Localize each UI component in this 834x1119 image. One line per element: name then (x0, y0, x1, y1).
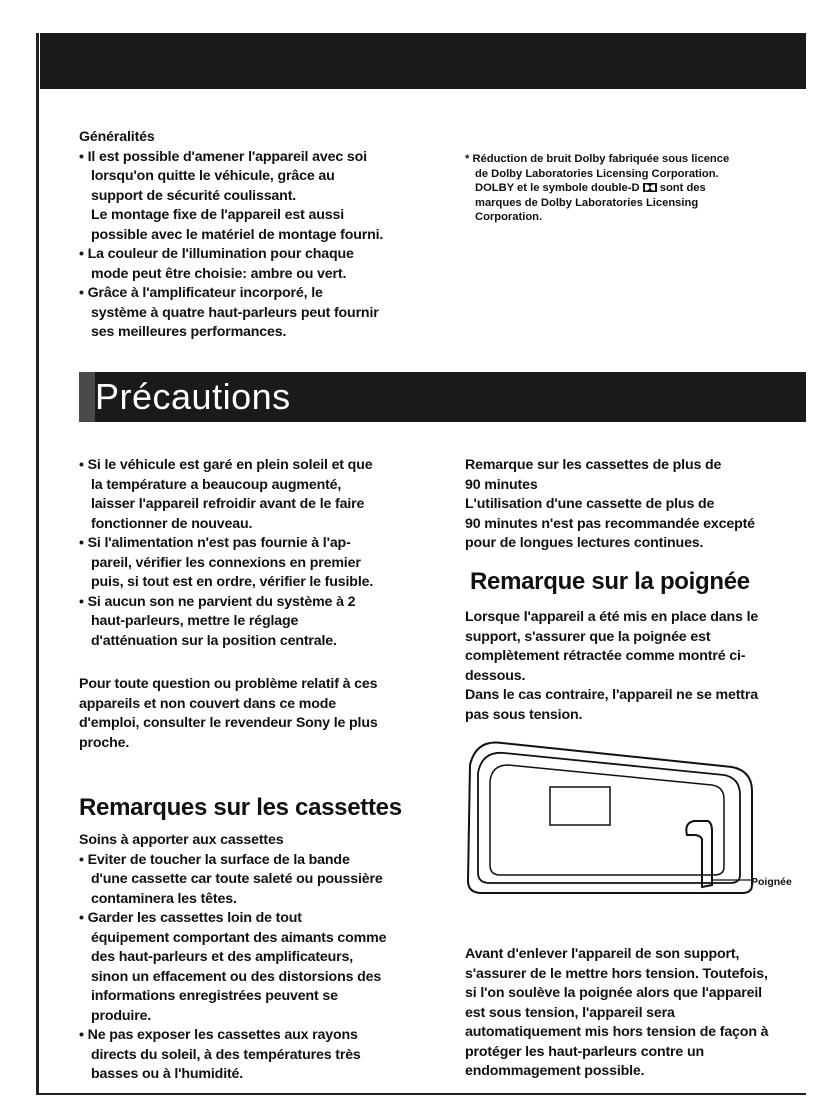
poignee-text: comme montré ci- (625, 648, 746, 664)
poignee-line: Dans le cas contraire, l'appareil ne se mettra (465, 687, 758, 703)
generalites-line: ses meilleures performances. (91, 324, 287, 340)
removal-line: Avant d'enlever l'appareil de son support, (465, 946, 740, 962)
cassette-90-title-2: 90 minutes (465, 476, 538, 493)
cassette-line: directs du soleil, à des températures très (91, 1046, 361, 1063)
removal-line: s'assurer de le mettre hors tension. Toutefois, (465, 965, 768, 982)
generalites-section (79, 128, 439, 343)
bottom-rule (36, 1093, 806, 1095)
left-margin-rule (36, 33, 39, 1093)
cassette-bullet-2: • Garder les cassettes loin de tout (79, 910, 302, 926)
dolby-double-d-icon (643, 183, 657, 192)
contact-line: d'emploi, consulter le revendeur Sony le plus (79, 715, 378, 731)
removal-line: est sous tension, l'appareil sera (465, 1004, 675, 1021)
generalites-bullet-2: • La couleur de l'illumination pour chaque (79, 246, 354, 262)
generalites-line: possible avec le matériel de montage fourni. (91, 226, 384, 243)
poignee-removal-paragraph (465, 945, 810, 1082)
cassette-line: informations enregistrées peuvent se (91, 988, 338, 1004)
cassettes-heading: Remarques sur les cassettes (79, 794, 402, 821)
cassette-bullet-3: • Ne pas exposer les cassettes aux rayons (79, 1027, 358, 1043)
poignee-line: Lorsque l'appareil a été mis en place dans le (465, 609, 759, 625)
generalites-line: lorsqu'on quitte le véhicule, grâce au (91, 168, 335, 184)
generalites-line: Le montage fixe de l'appareil est aussi (91, 207, 344, 223)
precaution-line: laisser l'appareil refroidir avant de le faire (91, 496, 365, 512)
precaution-line: fonctionner de nouveau. (91, 515, 253, 532)
precautions-list (79, 456, 449, 651)
poignee-paragraph (465, 608, 810, 725)
cassette-line: contaminera les têtes. (91, 890, 237, 907)
dolby-line: Corporation. (475, 211, 543, 224)
precautions-title: Précautions (95, 376, 291, 417)
cassette-90-line: L'utilisation d'une cassette de plus de (465, 496, 715, 512)
poignee-line (465, 628, 810, 648)
dolby-text: DOLBY et le symbole double-D (475, 182, 640, 195)
cassette-bullet-1: • Eviter de toucher la surface de la bande (79, 851, 350, 868)
precautions-band-accent (79, 372, 95, 422)
cassette-90-title: Remarque sur les cassettes de plus de (465, 457, 722, 473)
generalites-bullet-1: • Il est possible d'amener l'appareil avec soi (79, 148, 367, 165)
dolby-line: de Dolby Laboratories Licensing Corporation. (475, 167, 719, 180)
poignee-emphasis: complètement rétractée (465, 648, 622, 664)
contact-line: Pour toute question ou problème relatif à ces (79, 676, 378, 692)
removal-line: endommagement possible. (465, 1063, 645, 1079)
cassette-line: basses ou à l'humidité. (91, 1066, 244, 1082)
dolby-line: * Réduction de bruit Dolby fabriquée sous licence (465, 153, 730, 165)
contact-line: appareils et non couvert dans ce mode (79, 695, 336, 712)
cassette-90-line: pour de longues lectures continues. (465, 535, 704, 551)
poignee-callout-label: Poignée (751, 876, 792, 888)
precaution-bullet-3: • Si aucun son ne parvient du système à 2 (79, 593, 356, 610)
poignee-line (465, 647, 810, 667)
precaution-bullet-2: • Si l'alimentation n'est pas fournie à l'ap- (79, 535, 351, 551)
dolby-line (465, 181, 805, 196)
cassette-line: des haut-parleurs et des amplificateurs, (91, 949, 354, 965)
contact-line: proche. (79, 734, 130, 751)
cassette-90-note (465, 456, 805, 554)
generalites-line: support de sécurité coulissant. (91, 187, 297, 204)
dolby-line: marques de Dolby Laboratories Licensing (475, 196, 699, 209)
header-bar (40, 33, 806, 89)
precaution-line: haut-parleurs, mettre le réglage (91, 613, 299, 629)
poignee-emphasis: s'assurer que la poignée est (524, 628, 711, 645)
cassette-line: produire. (91, 1007, 152, 1024)
cassette-line: d'une cassette car toute saleté ou poussière (91, 871, 383, 887)
precaution-line: puis, si tout est en ordre, vérifier le fusible. (91, 574, 374, 590)
cassette-90-line: 90 minutes n'est pas recommandée excepté (465, 515, 755, 532)
removal-line: protéger les haut-parleurs contre un (465, 1043, 704, 1060)
generalites-line: système à quatre haut-parleurs peut fournir (91, 304, 379, 321)
precaution-line: d'atténuation sur la position centrale. (91, 632, 337, 649)
poignee-line: dessous. (465, 667, 526, 684)
cassettes-subtitle: Soins à apporter aux cassettes (79, 832, 284, 848)
poignee-text: support, (465, 628, 521, 645)
cassette-line: sinon un effacement ou des distorsions des (91, 968, 382, 985)
cassette-line: équipement comportant des aimants comme (91, 929, 387, 946)
precaution-line: la température a beaucoup augmenté, (91, 476, 342, 493)
car-stereo-illustration (462, 735, 762, 895)
sony-contact-paragraph (79, 675, 449, 753)
removal-line: si l'on soulève la poignée alors que l'appareil (465, 985, 762, 1001)
cassettes-care-list (79, 831, 449, 1085)
poignee-heading: Remarque sur la poignée (470, 568, 750, 595)
removal-line: automatiquement mis hors tension de façon à (465, 1024, 769, 1040)
dolby-text: sont des (659, 182, 706, 195)
poignee-line: pas sous tension. (465, 706, 583, 723)
precaution-bullet-1: • Si le véhicule est garé en plein soleil et que (79, 457, 373, 473)
generalites-bullet-3: • Grâce à l'amplificateur incorporé, le (79, 285, 323, 301)
generalites-line: mode peut être choisie: ambre ou vert. (91, 265, 347, 282)
generalites-title: Généralités (79, 129, 155, 145)
dolby-note (465, 152, 805, 225)
precaution-line: pareil, vérifier les connexions en premier (91, 554, 361, 571)
